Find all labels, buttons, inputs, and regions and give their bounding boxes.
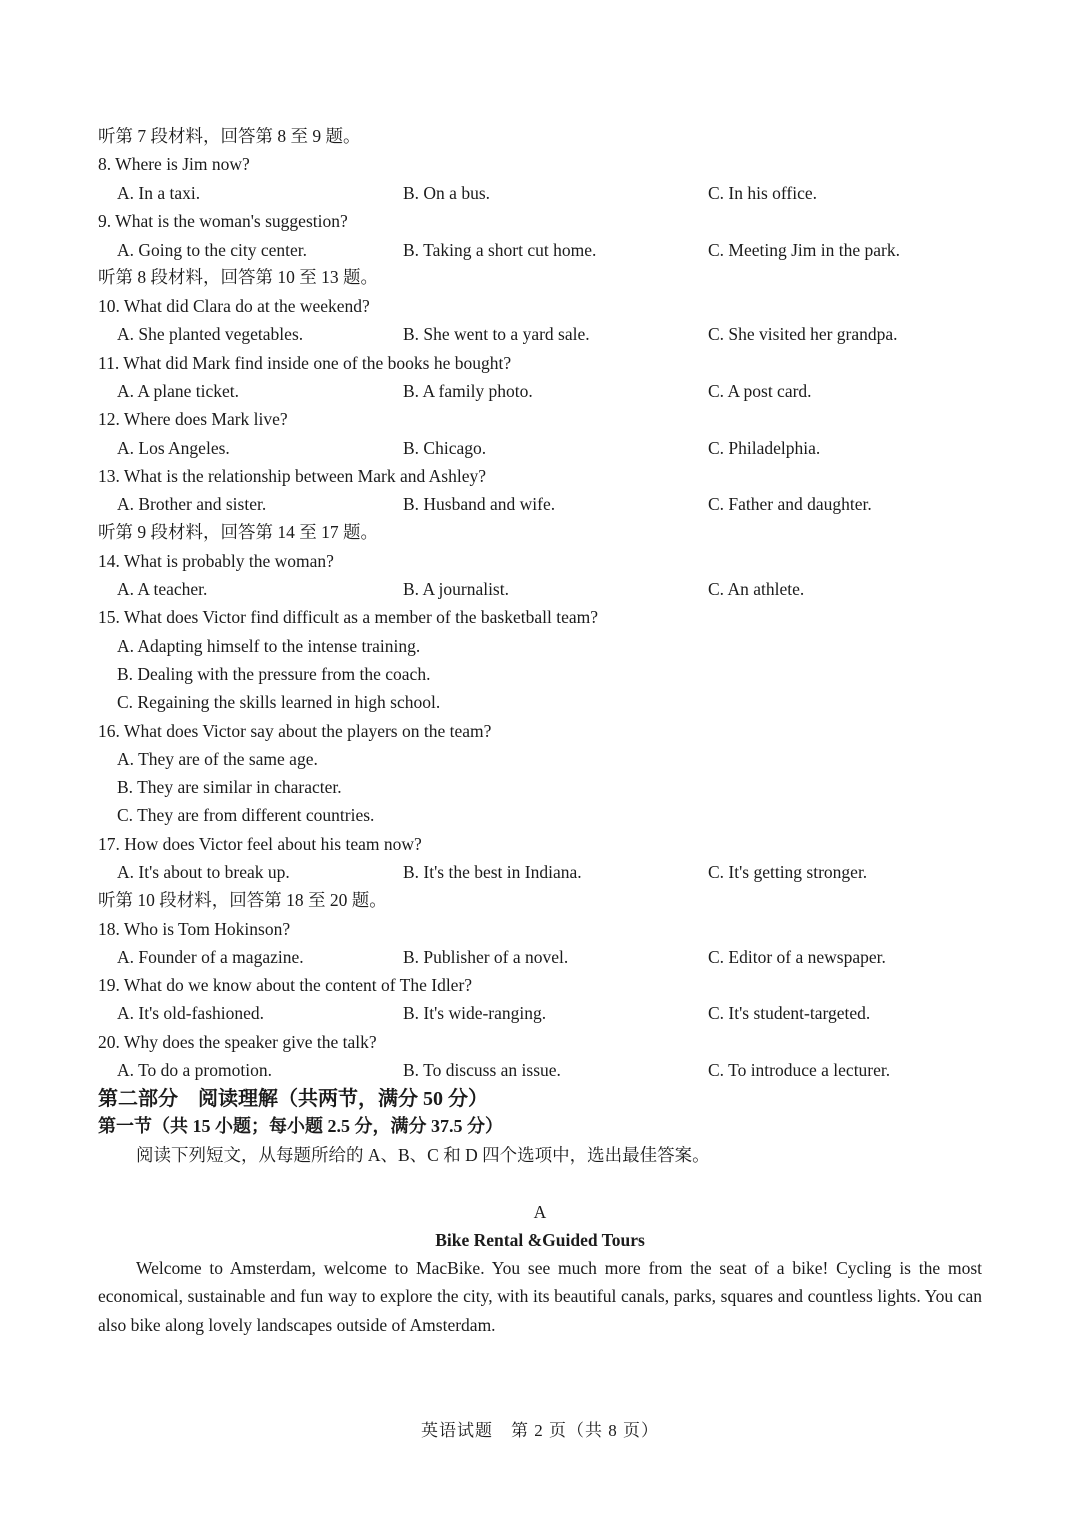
q8-option-a: A. In a taxi. [117,183,201,203]
question-17: 17. How does Victor feel about his team now? [98,834,422,854]
q11-option-b: B. A family photo. [403,381,533,401]
q8-option-c: C. In his office. [708,183,818,203]
q20-option-b: B. To discuss an issue. [403,1060,561,1080]
q16-option-a: A. They are of the same age. [117,749,318,769]
q19-option-a: A. It's old-fashioned. [117,1003,265,1023]
q9-option-a: A. Going to the city center. [117,240,308,260]
q20-option-a: A. To do a promotion. [117,1060,272,1080]
question-16: 16. What does Victor say about the players on the team? [98,721,492,741]
q15-option-a: A. Adapting himself to the intense training. [117,636,421,656]
q12-option-a: A. Los Angeles. [117,438,230,458]
question-20: 20. Why does the speaker give the talk? [98,1032,377,1052]
q14-option-a: A. A teacher. [117,579,208,599]
q9-option-b: B. Taking a short cut home. [403,240,597,260]
q10-option-b: B. She went to a yard sale. [403,324,590,344]
q10-option-a: A. She planted vegetables. [117,324,304,344]
part-two-title: 第二部分 阅读理解（共两节，满分 50 分） [98,1088,488,1110]
q19-option-c: C. It's student-targeted. [708,1003,871,1023]
question-8: 8. Where is Jim now? [98,154,250,174]
q16-option-c: C. They are from different countries. [117,805,375,825]
section-7-heading: 听第 7 段材料，回答第 8 至 9 题。 [98,126,361,146]
question-19: 19. What do we know about the content of The Idler? [98,975,473,995]
question-13: 13. What is the relationship between Mark and Ashley? [98,466,486,486]
q14-option-c: C. An athlete. [708,579,805,599]
question-14: 14. What is probably the woman? [98,551,334,571]
question-11: 11. What did Mark find inside one of the books he bought? [98,353,512,373]
q15-option-c: C. Regaining the skills learned in high school. [117,692,441,712]
q11-option-c: C. A post card. [708,381,812,401]
page-footer: 英语试题 第 2 页（共 8 页） [421,1421,659,1440]
q18-option-b: B. Publisher of a novel. [403,947,569,967]
passage-letter: A [533,1202,547,1222]
question-9: 9. What is the woman's suggestion? [98,211,348,231]
reading-instruction: 阅读下列短文，从每题所给的 A、B、C 和 D 四个选项中，选出最佳答案。 [136,1145,710,1165]
q18-option-a: A. Founder of a magazine. [117,947,304,967]
q12-option-b: B. Chicago. [403,438,487,458]
q13-option-a: A. Brother and sister. [117,494,267,514]
q9-option-c: C. Meeting Jim in the park. [708,240,900,260]
question-10: 10. What did Clara do at the weekend? [98,296,370,316]
passage-title: Bike Rental &Guided Tours [435,1230,645,1250]
q19-option-b: B. It's wide-ranging. [403,1003,547,1023]
q10-option-c: C. She visited her grandpa. [708,324,898,344]
q14-option-b: B. A journalist. [403,579,509,599]
q17-option-a: A. It's about to break up. [117,862,290,882]
section-one-title: 第一节（共 15 小题；每小题 2.5 分，满分 37.5 分） [98,1116,503,1136]
section-9-heading: 听第 9 段材料，回答第 14 至 17 题。 [98,522,378,542]
q13-option-b: B. Husband and wife. [403,494,556,514]
q13-option-c: C. Father and daughter. [708,494,872,514]
section-10-heading: 听第 10 段材料，回答第 18 至 20 题。 [98,890,387,910]
section-8-heading: 听第 8 段材料，回答第 10 至 13 题。 [98,267,378,287]
q11-option-a: A. A plane ticket. [117,381,239,401]
passage-paragraph: Welcome to Amsterdam, welcome to MacBike. You see much more from the seat of a bike! Cycling is the most economical, sustainable and fun way to explore the city, with its beautiful canals, parks, squares and countless lights. You can also bike along lovely landscapes outside of Amsterdam. [98,1258,982,1335]
q16-option-b: B. They are similar in character. [117,777,342,797]
question-12: 12. Where does Mark live? [98,409,288,429]
q15-option-b: B. Dealing with the pressure from the coach. [117,664,431,684]
q17-option-c: C. It's getting stronger. [708,862,868,882]
q8-option-b: B. On a bus. [403,183,491,203]
q12-option-c: C. Philadelphia. [708,438,821,458]
question-15: 15. What does Victor find difficult as a member of the basketball team? [98,607,598,627]
q17-option-b: B. It's the best in Indiana. [403,862,582,882]
q18-option-c: C. Editor of a newspaper. [708,947,886,967]
question-18: 18. Who is Tom Hokinson? [98,919,291,939]
q20-option-c: C. To introduce a lecturer. [708,1060,891,1080]
